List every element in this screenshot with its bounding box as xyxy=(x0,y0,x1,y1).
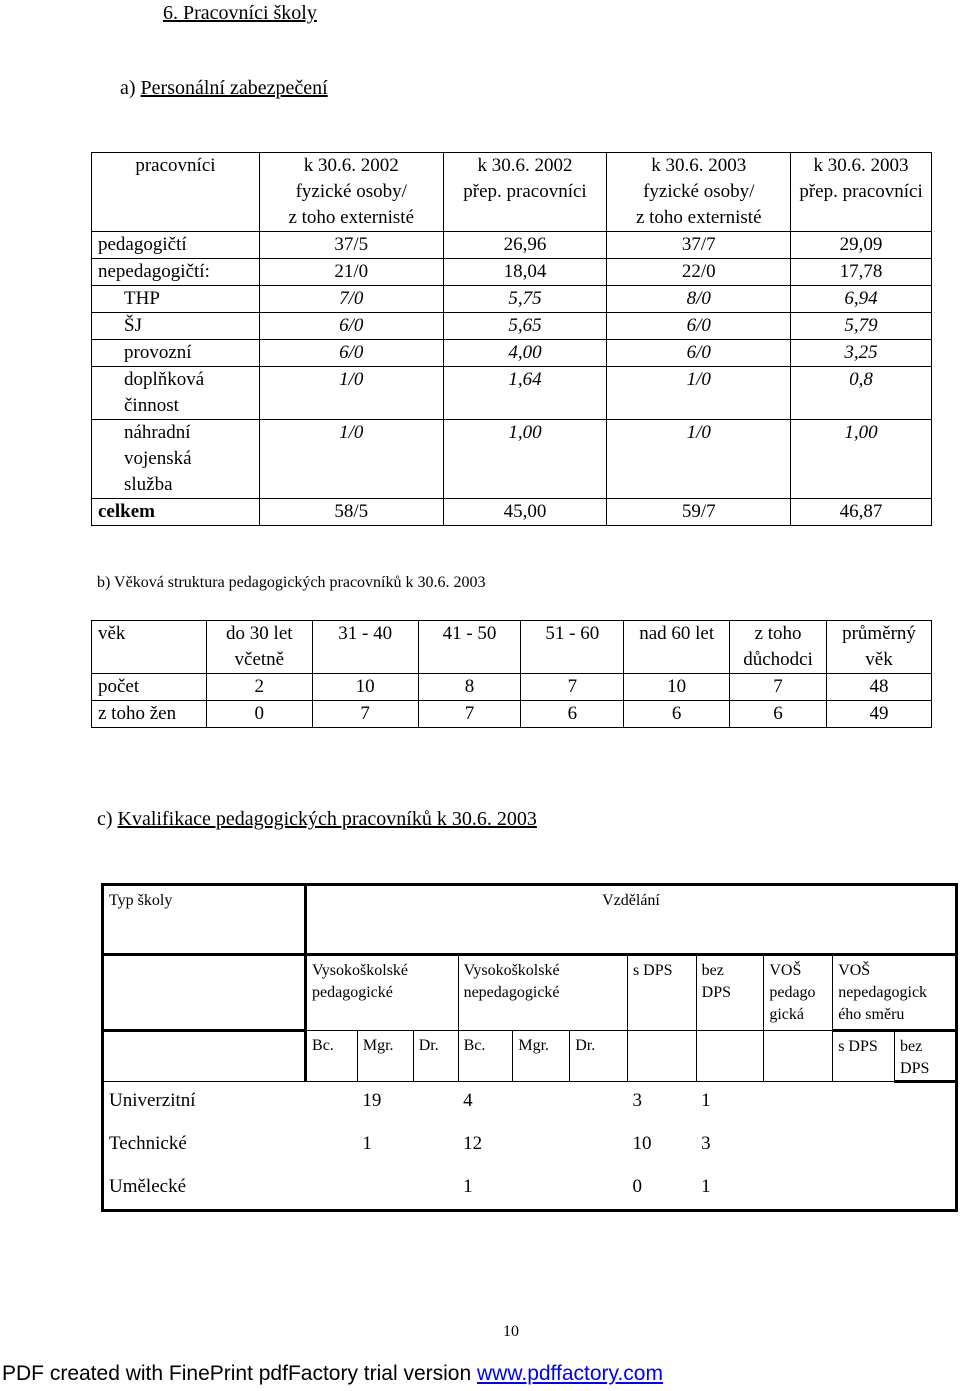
cell xyxy=(306,1168,358,1211)
qual-group-row xyxy=(103,955,957,1031)
cell: 37/7 xyxy=(607,232,791,259)
cell: 5,79 xyxy=(791,313,932,340)
header-typ-skoly: Typ školy xyxy=(103,885,306,955)
cell: 7 xyxy=(521,674,624,701)
row-label: Technické xyxy=(103,1125,306,1168)
cell: 18,04 xyxy=(443,259,607,286)
sub-bc: Bc. xyxy=(306,1031,358,1082)
part-b-title: b) Věková struktura pedagogických pracovníků k 30.6. 2003 xyxy=(97,574,486,591)
empty-cell xyxy=(696,1031,764,1082)
cell: 6/0 xyxy=(259,340,443,367)
header-prumerny-vek: průměrný věk xyxy=(827,621,932,674)
cell xyxy=(764,1125,833,1168)
cell: 7 xyxy=(418,701,521,728)
empty-cell xyxy=(103,1031,306,1082)
cell: 1/0 xyxy=(607,420,791,499)
cell xyxy=(306,1082,358,1125)
cell: 4 xyxy=(463,1090,473,1111)
cell: 0,8 xyxy=(791,367,932,420)
cell: 19 xyxy=(362,1090,382,1111)
row-label: počet xyxy=(92,674,207,701)
cell: 3 xyxy=(701,1132,711,1154)
cell: 8/0 xyxy=(607,286,791,313)
row-label: THP xyxy=(92,286,260,313)
cell xyxy=(833,1168,895,1211)
qual-header-row xyxy=(103,885,957,955)
sub-mgr: Mgr. xyxy=(513,1031,570,1082)
row-label: Umělecké xyxy=(103,1168,306,1211)
group-vs-neped: Vysokoškolské nepedagogické xyxy=(458,955,627,1031)
row-label: ŠJ xyxy=(92,313,260,340)
group-bez-dps: bez DPS xyxy=(696,955,764,1031)
row-label: Univerzitní xyxy=(103,1082,306,1125)
header-vzdelani: Vzdělání xyxy=(306,885,957,955)
table-row xyxy=(103,1125,957,1168)
cell xyxy=(306,1125,358,1168)
section-title: 6. Pracovníci školy xyxy=(163,2,317,24)
empty-cell xyxy=(627,1031,696,1082)
row-label: z toho žen xyxy=(92,701,207,728)
cell: 49 xyxy=(827,701,932,728)
cell xyxy=(413,1168,458,1211)
cell: 1,00 xyxy=(791,420,932,499)
header-51-60: 51 - 60 xyxy=(521,621,624,674)
cell: 2 xyxy=(206,674,312,701)
header-2003-prep: k 30.6. 2003 přep. pracovníci xyxy=(791,153,932,232)
cell: 10 xyxy=(624,674,730,701)
cell xyxy=(833,1125,895,1168)
sub-mgr: Mgr. xyxy=(357,1031,413,1082)
cell: 1/0 xyxy=(259,367,443,420)
cell: 12 xyxy=(463,1132,483,1154)
header-vek: věk xyxy=(92,621,207,674)
cell: 10 xyxy=(312,674,418,701)
cell: 6,94 xyxy=(791,286,932,313)
header-pracovnici: pracovníci xyxy=(92,153,260,232)
cell: 1 xyxy=(458,1168,513,1211)
cell: 37/5 xyxy=(259,232,443,259)
cell: 1 xyxy=(701,1090,711,1111)
footer-text: PDF created with FinePrint pdfFactory trial version xyxy=(2,1362,478,1385)
cell: 29,09 xyxy=(791,232,932,259)
part-c-heading xyxy=(97,808,537,831)
group-vs-ped: Vysokoškolské pedagogické xyxy=(306,955,459,1031)
cell: 1,64 xyxy=(443,367,607,420)
cell: 4,00 xyxy=(443,340,607,367)
cell: 1/0 xyxy=(607,367,791,420)
cell: 1,00 xyxy=(443,420,607,499)
cell xyxy=(357,1168,413,1211)
cell: 6 xyxy=(730,701,827,728)
row-label: pedagogičtí xyxy=(92,232,260,259)
table-row xyxy=(92,259,932,286)
page-number: 10 xyxy=(503,1323,519,1340)
cell: 10 xyxy=(632,1132,652,1154)
empty-cell xyxy=(764,1031,833,1082)
sub-bc: Bc. xyxy=(458,1031,513,1082)
header-31-40: 31 - 40 xyxy=(312,621,418,674)
cell: 26,96 xyxy=(443,232,607,259)
sub-dr: Dr. xyxy=(413,1031,458,1082)
row-label: nepedagogičtí: xyxy=(92,259,260,286)
header-2002-prep: k 30.6. 2002 přep. pracovníci xyxy=(443,153,607,232)
cell xyxy=(513,1168,570,1211)
pdf-footer xyxy=(2,1362,663,1386)
age-table xyxy=(91,620,932,728)
personnel-table xyxy=(91,152,932,526)
table-row xyxy=(92,286,932,313)
cell: 48 xyxy=(827,674,932,701)
cell: 6 xyxy=(521,701,624,728)
cell: 7/0 xyxy=(259,286,443,313)
cell: 21/0 xyxy=(259,259,443,286)
cell: 0 xyxy=(627,1168,696,1211)
cell xyxy=(570,1082,628,1125)
cell xyxy=(764,1168,833,1211)
cell xyxy=(413,1125,458,1168)
row-label: celkem xyxy=(92,499,260,526)
table-row xyxy=(92,499,932,526)
header-nad-60: nad 60 let xyxy=(624,621,730,674)
row-label: doplňková činnost xyxy=(92,367,260,420)
cell: 1/0 xyxy=(259,420,443,499)
header-2002-fyzicke: k 30.6. 2002 fyzické osoby/ z toho externisté xyxy=(259,153,443,232)
sub-bez-dps: bez DPS xyxy=(895,1031,957,1082)
cell: 17,78 xyxy=(791,259,932,286)
part-c-title: Kvalifikace pedagogických pracovníků k 30.6. 2003 xyxy=(117,808,537,830)
footer-link[interactable]: www.pdffactory.com xyxy=(477,1362,663,1385)
cell: 1 xyxy=(362,1132,372,1154)
part-a-heading xyxy=(120,77,328,100)
cell: 46,87 xyxy=(791,499,932,526)
cell: 6 xyxy=(624,701,730,728)
qualification-table xyxy=(101,883,958,1212)
cell: 8 xyxy=(418,674,521,701)
header-do-30: do 30 let včetně xyxy=(206,621,312,674)
row-label: náhradní vojenská služba xyxy=(92,420,260,499)
table-row xyxy=(92,674,932,701)
table-row xyxy=(92,701,932,728)
table-row xyxy=(103,1168,957,1211)
cell: 59/7 xyxy=(607,499,791,526)
cell xyxy=(833,1082,895,1125)
cell: 22/0 xyxy=(607,259,791,286)
personnel-header-row xyxy=(92,153,932,232)
qual-subheader-row xyxy=(103,1031,957,1082)
table-row xyxy=(103,1082,957,1125)
cell xyxy=(895,1168,957,1211)
age-header-row xyxy=(92,621,932,674)
cell xyxy=(513,1125,570,1168)
cell: 3,25 xyxy=(791,340,932,367)
cell xyxy=(570,1125,628,1168)
cell: 6/0 xyxy=(259,313,443,340)
group-s-dps: s DPS xyxy=(627,955,696,1031)
cell: 7 xyxy=(312,701,418,728)
cell xyxy=(764,1082,833,1125)
header-41-50: 41 - 50 xyxy=(418,621,521,674)
part-a-title: Personální zabezpečení xyxy=(140,77,328,99)
cell xyxy=(570,1168,628,1211)
cell xyxy=(513,1082,570,1125)
table-row xyxy=(92,313,932,340)
header-2003-fyzicke: k 30.6. 2003 fyzické osoby/ z toho externisté xyxy=(607,153,791,232)
empty-cell xyxy=(103,955,306,1031)
cell: 58/5 xyxy=(259,499,443,526)
table-row xyxy=(92,367,932,420)
cell: 45,00 xyxy=(443,499,607,526)
cell: 6/0 xyxy=(607,313,791,340)
cell: 3 xyxy=(632,1090,642,1111)
cell xyxy=(413,1082,458,1125)
group-vos-neped: VOŠ nepedagogick ého směru xyxy=(833,955,957,1031)
cell xyxy=(895,1082,957,1125)
cell: 5,75 xyxy=(443,286,607,313)
sub-dr: Dr. xyxy=(570,1031,628,1082)
cell: 6/0 xyxy=(607,340,791,367)
cell: 0 xyxy=(206,701,312,728)
cell: 5,65 xyxy=(443,313,607,340)
cell: 1 xyxy=(696,1168,764,1211)
table-row xyxy=(92,420,932,499)
header-duchodci: z toho důchodci xyxy=(730,621,827,674)
cell xyxy=(895,1125,957,1168)
part-a-prefix: a) xyxy=(120,77,141,99)
group-vos-ped: VOŠ pedago gická xyxy=(764,955,833,1031)
table-row xyxy=(92,340,932,367)
cell: 7 xyxy=(730,674,827,701)
part-c-prefix: c) xyxy=(97,808,118,830)
sub-s-dps: s DPS xyxy=(833,1031,895,1082)
row-label: provozní xyxy=(92,340,260,367)
table-row xyxy=(92,232,932,259)
